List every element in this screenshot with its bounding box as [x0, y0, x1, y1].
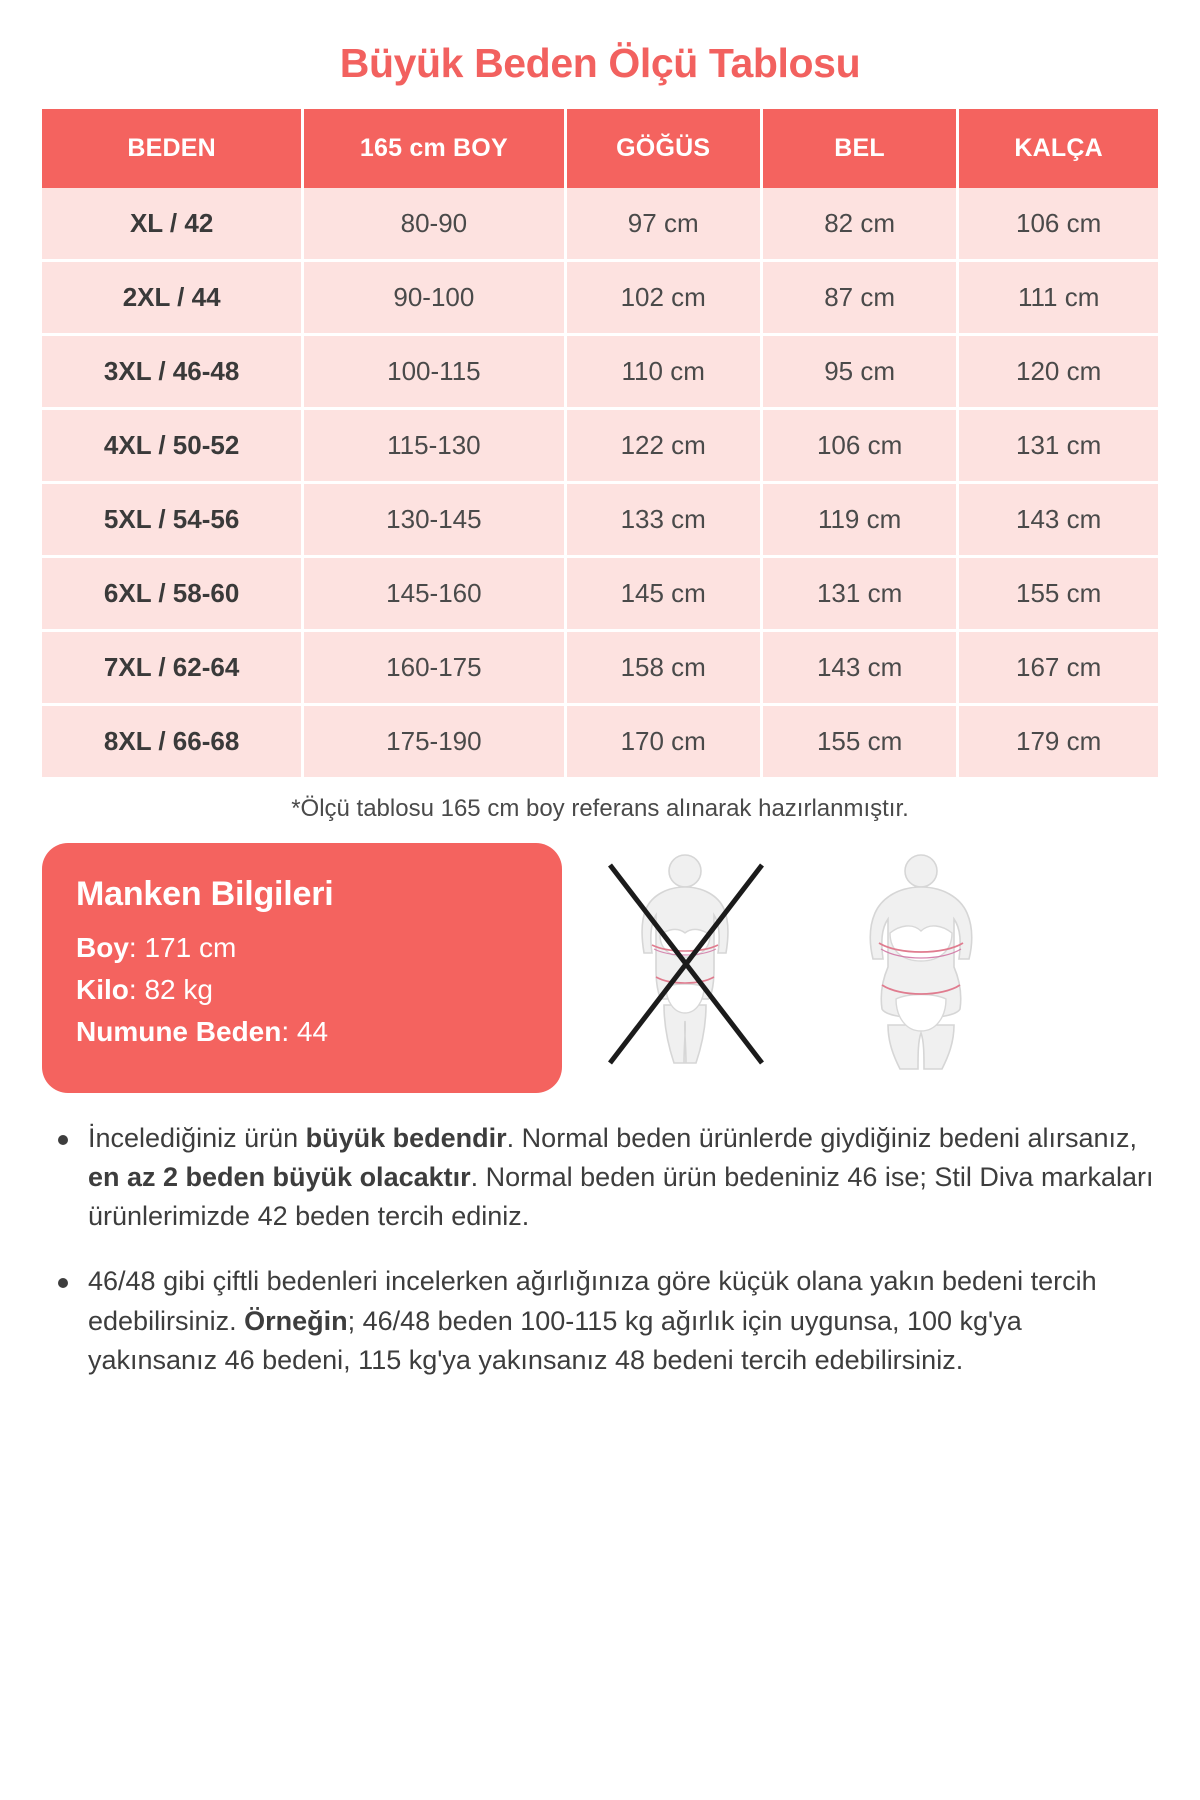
model-info-section [42, 843, 1158, 1093]
cell-bel: 95 cm [763, 336, 959, 410]
model-weight-line [76, 974, 528, 1006]
cell-boy: 130-145 [304, 484, 566, 558]
cell-bel: 106 cm [763, 410, 959, 484]
cell-bel: 87 cm [763, 262, 959, 336]
table-footnote: *Ölçü tablosu 165 cm boy referans alınarak hazırlanmıştır. [291, 795, 909, 822]
cell-bel: 82 cm [763, 188, 959, 262]
table-row [42, 262, 1158, 336]
cell-kalca: 155 cm [959, 558, 1158, 632]
plus-size-figure-container [826, 849, 1016, 1079]
plus-size-body-figure-icon [826, 849, 1016, 1079]
cell-boy: 80-90 [304, 188, 566, 262]
bullet-icon [58, 1135, 68, 1145]
bullet-icon [58, 1278, 68, 1288]
list-item [48, 1119, 1158, 1236]
model-height-value: : 171 cm [128, 932, 237, 963]
cell-bel: 155 cm [763, 706, 959, 777]
cell-size: 4XL / 50-52 [42, 410, 304, 484]
table-header-row [42, 109, 1158, 188]
cell-gogus: 122 cm [567, 410, 763, 484]
table-row [42, 558, 1158, 632]
cell-kalca: 120 cm [959, 336, 1158, 410]
note-text-1: İncelediğiniz ürün büyük bedendir. Normal beden ürünlerde giydiğiniz bedeni alırsanız, en az 2 beden büyük olacaktır. Normal beden ürün bedeniniz 46 ise; Stil Diva markaları ürünlerimizde 42 beden tercih ediniz. [88, 1123, 1154, 1232]
column-header-beden: BEDEN [42, 109, 304, 188]
size-table [42, 109, 1158, 777]
cell-gogus: 170 cm [567, 706, 763, 777]
cell-bel: 131 cm [763, 558, 959, 632]
cell-size: XL / 42 [42, 188, 304, 262]
cell-size: 2XL / 44 [42, 262, 304, 336]
model-weight-value: : 82 kg [128, 974, 213, 1005]
cell-boy: 90-100 [304, 262, 566, 336]
cell-bel: 143 cm [763, 632, 959, 706]
cell-gogus: 102 cm [567, 262, 763, 336]
cell-boy: 115-130 [304, 410, 566, 484]
cell-boy: 175-190 [304, 706, 566, 777]
cell-size: 8XL / 66-68 [42, 706, 304, 777]
cell-size: 6XL / 58-60 [42, 558, 304, 632]
cell-kalca: 179 cm [959, 706, 1158, 777]
cell-kalca: 143 cm [959, 484, 1158, 558]
model-info-card [42, 843, 562, 1093]
slim-body-figure-icon [590, 849, 780, 1079]
notes-list [42, 1119, 1158, 1380]
cell-kalca: 131 cm [959, 410, 1158, 484]
cell-gogus: 158 cm [567, 632, 763, 706]
column-header-bel: BEL [763, 109, 959, 188]
model-weight-label: Kilo [76, 974, 129, 1005]
cell-size: 3XL / 46-48 [42, 336, 304, 410]
cell-kalca: 106 cm [959, 188, 1158, 262]
cell-gogus: 133 cm [567, 484, 763, 558]
cell-boy: 145-160 [304, 558, 566, 632]
table-row [42, 706, 1158, 777]
column-header-gogus: GÖĞÜS [567, 109, 763, 188]
cell-gogus: 97 cm [567, 188, 763, 262]
cell-kalca: 111 cm [959, 262, 1158, 336]
cell-kalca: 167 cm [959, 632, 1158, 706]
list-item [48, 1262, 1158, 1379]
table-row [42, 410, 1158, 484]
model-info-heading: Manken Bilgileri [76, 875, 334, 913]
body-figures [590, 843, 1016, 1079]
model-sample-size-value: : 44 [281, 1016, 329, 1047]
table-header [42, 109, 1158, 188]
cell-boy: 160-175 [304, 632, 566, 706]
column-header-kalca: KALÇA [959, 109, 1158, 188]
model-sample-size-label: Numune Beden [76, 1016, 282, 1047]
page-title: Büyük Beden Ölçü Tablosu [339, 40, 861, 86]
cell-size: 5XL / 54-56 [42, 484, 304, 558]
note-text-2: 46/48 gibi çiftli bedenleri incelerken ağırlığınıza göre küçük olana yakın bedeni tercih edebilirsiniz. Örneğin; 46/48 beden 100-115 kg ağırlık için uygunsa, 100 kg'ya yakınsanız 46 bedeni, 115 kg'ya yakınsanız 48 bedeni tercih edebilirsiniz. [88, 1266, 1097, 1375]
table-row [42, 484, 1158, 558]
table-row [42, 632, 1158, 706]
cell-boy: 100-115 [304, 336, 566, 410]
cell-gogus: 145 cm [567, 558, 763, 632]
table-body [42, 188, 1158, 777]
model-height-label: Boy [76, 932, 129, 963]
column-header-boy: 165 cm BOY [304, 109, 566, 188]
cell-gogus: 110 cm [567, 336, 763, 410]
cell-size: 7XL / 62-64 [42, 632, 304, 706]
table-row [42, 336, 1158, 410]
table-row [42, 188, 1158, 262]
cell-bel: 119 cm [763, 484, 959, 558]
slim-figure-container [590, 849, 780, 1079]
model-sample-size-line [76, 1016, 528, 1048]
model-height-line [76, 932, 528, 964]
